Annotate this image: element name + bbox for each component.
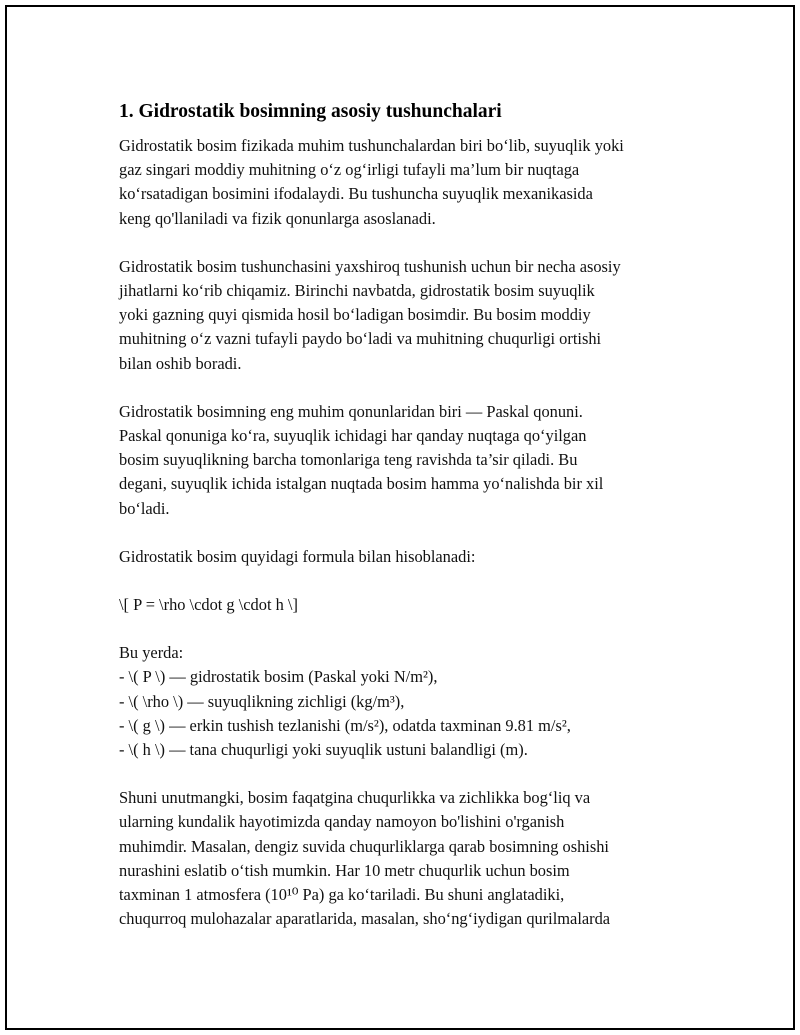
list-intro: Bu yerda: (119, 643, 184, 663)
text-line: chuqurroq mulohazalar aparatlarida, masalan, sho‘ng‘iydigan qurilmalarda (119, 909, 611, 929)
text-line: taxminan 1 atmosfera (10¹⁰ Pa) ga ko‘tariladi. Bu shuni anglatadiki, (119, 885, 565, 905)
list-item: - \( \rho \) — suyuqlikning zichligi (kg/m³), (119, 691, 405, 711)
formula-line: \[ P = \rho \cdot g \cdot h \] (119, 595, 298, 615)
text-line: yoki gazning quyi qismida hosil bo‘ladigan bosimdir. Bu bosim moddiy (119, 305, 591, 325)
paragraph-intro (119, 134, 699, 231)
document-content (119, 99, 699, 955)
formula (119, 593, 699, 617)
text-line: bo‘ladi. (119, 498, 170, 518)
text-line: jihatlarni ko‘rib chiqamiz. Birinchi navbatda, gidrostatik bosim suyuqlik (119, 281, 595, 301)
variable-list (119, 641, 699, 762)
paragraph-aspects (119, 255, 699, 376)
list-item: - \( P \) — gidrostatik bosim (Paskal yoki N/m²), (119, 667, 438, 687)
text-line: gaz singari moddiy muhitning o‘z og‘irligi tufayli ma’lum bir nuqtaga (119, 160, 580, 180)
text-line: Gidrostatik bosim quyidagi formula bilan hisoblanadi: (119, 546, 476, 566)
paragraph-depth (119, 786, 699, 931)
text-line: Gidrostatik bosim tushunchasini yaxshiroq tushunish uchun bir necha asosiy (119, 256, 621, 276)
text-line: muhitning o‘z vazni tufayli paydo bo‘ladi va muhitning chuqurligi ortishi (119, 329, 602, 349)
paragraph-formula-intro (119, 545, 699, 569)
text-line: bilan oshib boradi. (119, 353, 242, 373)
document-page (5, 5, 795, 1030)
text-line: Paskal qonuniga ko‘ra, suyuqlik ichidagi har qanday nuqtaga qo‘yilgan (119, 426, 587, 446)
text-line: nurashini eslatib o‘tish mumkin. Har 10 metr chuqurlik uchun bosim (119, 860, 570, 880)
text-line: ularning kundalik hayotimizda qanday namoyon bo'lishini o'rganish (119, 812, 565, 832)
list-item: - \( h \) — tana chuqurligi yoki suyuqlik ustuni balandligi (m). (119, 740, 528, 760)
paragraph-pascal-law (119, 400, 699, 521)
text-line: Gidrostatik bosim fizikada muhim tushunchalardan biri bo‘lib, suyuqlik yoki (119, 136, 624, 155)
text-line: ko‘rsatadigan bosimini ifodalaydi. Bu tushuncha suyuqlik mexanikasida (119, 184, 593, 204)
text-line: Shuni unutmangki, bosim faqatgina chuqurlikka va zichlikka bog‘liq va (119, 788, 591, 808)
text-line: degani, suyuqlik ichida istalgan nuqtada bosim hamma yo‘nalishda bir xil (119, 474, 604, 494)
text-line: muhimdir. Masalan, dengiz suvida chuqurliklarga qarab bosimning oshishi (119, 836, 609, 856)
section-heading: 1. Gidrostatik bosimning asosiy tushunchalari (119, 101, 502, 122)
text-line: bosim suyuqlikning barcha tomonlariga teng ravishda ta’sir qiladi. Bu (119, 450, 578, 470)
text-line: Gidrostatik bosimning eng muhim qonunlaridan biri — Paskal qonuni. (119, 401, 583, 421)
text-line: keng qo'llaniladi va fizik qonunlarga asoslanadi. (119, 208, 436, 228)
list-item: - \( g \) — erkin tushish tezlanishi (m/s²), odatda taxminan 9.81 m/s², (119, 715, 571, 735)
